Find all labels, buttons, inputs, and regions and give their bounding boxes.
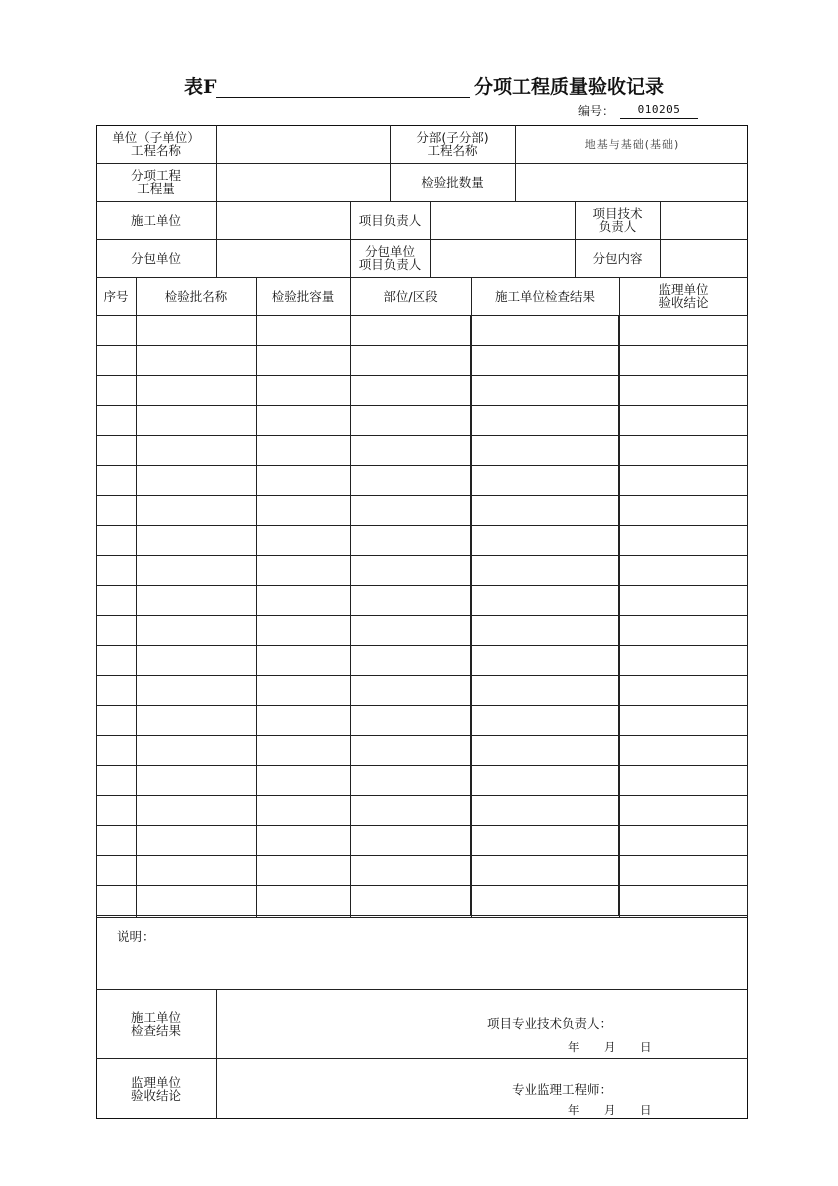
year-label: 年 <box>568 1103 580 1117</box>
location-cell[interactable] <box>350 436 471 466</box>
year-label: 年 <box>568 1040 580 1054</box>
batch-capacity-cell[interactable] <box>256 646 350 676</box>
batch-capacity-cell[interactable] <box>256 556 350 586</box>
contractor-result-cell[interactable] <box>471 886 619 916</box>
index-cell[interactable] <box>97 796 137 826</box>
table-row <box>97 706 748 736</box>
location-cell[interactable] <box>350 346 471 376</box>
batch-capacity-cell[interactable] <box>256 796 350 826</box>
batch-capacity-cell[interactable] <box>256 406 350 436</box>
contractor-result-cell[interactable] <box>471 346 619 376</box>
contractor-result-cell[interactable] <box>471 316 619 346</box>
batch-capacity-cell[interactable] <box>256 376 350 406</box>
batch-capacity-cell[interactable] <box>256 706 350 736</box>
table-row <box>97 466 748 496</box>
contractor-result-cell[interactable] <box>471 646 619 676</box>
supervisor-conclusion-cell[interactable] <box>619 496 748 526</box>
location-cell[interactable] <box>350 316 471 346</box>
index-cell[interactable] <box>97 766 137 796</box>
contractor-check-label: 施工单位 检查结果 <box>130 1009 181 1038</box>
batch-capacity-cell[interactable] <box>256 496 350 526</box>
contractor-result-cell[interactable] <box>471 436 619 466</box>
col-header-batch-name: 检验批名称 <box>164 288 228 304</box>
col-header-supervisor-conclusion: 监理单位 验收结论 <box>658 282 709 310</box>
location-cell[interactable] <box>350 586 471 616</box>
supervisor-conclusion-cell[interactable] <box>619 556 748 586</box>
project-name-blank[interactable] <box>216 97 470 98</box>
batch-name-cell[interactable] <box>136 706 256 736</box>
contractor-label: 施工单位 <box>130 212 181 228</box>
code-value[interactable]: 010205 <box>637 103 681 116</box>
supervisor-conclusion-cell[interactable] <box>619 316 748 346</box>
remarks-field[interactable] <box>150 920 745 988</box>
supervisor-conclusion-cell[interactable] <box>619 586 748 616</box>
batch-name-cell[interactable] <box>136 376 256 406</box>
index-cell[interactable] <box>97 376 137 406</box>
index-cell[interactable] <box>97 646 137 676</box>
table-row <box>97 316 748 346</box>
index-cell[interactable] <box>97 346 137 376</box>
location-cell[interactable] <box>350 646 471 676</box>
supervisor-conclusion-cell[interactable] <box>619 526 748 556</box>
batch-name-cell[interactable] <box>136 856 256 886</box>
index-cell[interactable] <box>97 736 137 766</box>
contractor-result-cell[interactable] <box>471 496 619 526</box>
sub-content-label: 分包内容 <box>592 250 643 266</box>
division-name-field[interactable]: 地基与基础(基础) <box>584 137 680 151</box>
supervisor-conclusion-cell[interactable] <box>619 346 748 376</box>
index-cell[interactable] <box>97 826 137 856</box>
page-title: 分项工程质量验收记录 <box>474 76 665 98</box>
supervisor-conclusion-cell[interactable] <box>619 406 748 436</box>
location-cell[interactable] <box>350 496 471 526</box>
location-cell[interactable] <box>350 406 471 436</box>
col-header-location: 部位/区段 <box>383 288 438 304</box>
batch-name-cell[interactable] <box>136 586 256 616</box>
contractor-result-cell[interactable] <box>471 676 619 706</box>
supervisor-conclusion-cell[interactable] <box>619 826 748 856</box>
location-cell[interactable] <box>350 706 471 736</box>
batch-count-field[interactable] <box>516 163 748 201</box>
month-label: 月 <box>604 1040 616 1054</box>
col-header-batch-capacity: 检验批容量 <box>271 288 335 304</box>
location-cell[interactable] <box>350 466 471 496</box>
batch-name-cell[interactable] <box>136 736 256 766</box>
index-cell[interactable] <box>97 316 137 346</box>
batch-capacity-cell[interactable] <box>256 676 350 706</box>
col-header-contractor-result: 施工单位检查结果 <box>494 288 595 304</box>
batch-capacity-cell[interactable] <box>256 826 350 856</box>
project-manager-label: 项目负责人 <box>358 212 422 228</box>
contractor-result-cell[interactable] <box>471 466 619 496</box>
location-cell[interactable] <box>350 556 471 586</box>
supervisor-conclusion-cell[interactable] <box>619 376 748 406</box>
sub-manager-field[interactable] <box>431 239 575 277</box>
batch-name-cell[interactable] <box>136 436 256 466</box>
table-row <box>97 586 748 616</box>
batch-count-label: 检验批数量 <box>421 174 484 190</box>
contractor-result-cell[interactable] <box>471 526 619 556</box>
contractor-result-cell[interactable] <box>471 736 619 766</box>
batch-capacity-cell[interactable] <box>256 886 350 916</box>
table-row <box>97 376 748 406</box>
division-name-label: 分部(子分部) 工程名称 <box>416 130 489 158</box>
table-row <box>97 676 748 706</box>
batch-name-cell[interactable] <box>136 826 256 856</box>
location-cell[interactable] <box>350 376 471 406</box>
location-cell[interactable] <box>350 676 471 706</box>
supervisor-conclusion-cell[interactable] <box>619 466 748 496</box>
contractor-result-cell[interactable] <box>471 556 619 586</box>
batch-capacity-cell[interactable] <box>256 766 350 796</box>
table-row <box>97 796 748 826</box>
batch-name-cell[interactable] <box>136 616 256 646</box>
location-cell[interactable] <box>350 736 471 766</box>
batch-name-cell[interactable] <box>136 316 256 346</box>
contractor-result-cell[interactable] <box>471 406 619 436</box>
location-cell[interactable] <box>350 796 471 826</box>
index-cell[interactable] <box>97 406 137 436</box>
col-header-index: 序号 <box>103 288 129 304</box>
index-cell[interactable] <box>97 586 137 616</box>
table-row <box>97 616 748 646</box>
contractor-result-cell[interactable] <box>471 856 619 886</box>
supervisor-conclusion-cell[interactable] <box>619 796 748 826</box>
day-label: 日 <box>640 1103 652 1117</box>
batch-capacity-cell[interactable] <box>256 346 350 376</box>
index-cell[interactable] <box>97 496 137 526</box>
contractor-check-date[interactable] <box>568 1039 652 1055</box>
table-row <box>97 496 748 526</box>
batch-name-cell[interactable] <box>136 766 256 796</box>
index-cell[interactable] <box>97 856 137 886</box>
batch-name-cell[interactable] <box>136 466 256 496</box>
batch-name-cell[interactable] <box>136 796 256 826</box>
sub-manager-label: 分包单位 项目负责人 <box>358 244 422 272</box>
supervisor-conclusion-cell[interactable] <box>619 886 748 916</box>
index-cell[interactable] <box>97 526 137 556</box>
table-row <box>97 556 748 586</box>
supervisor-conclusion-cell[interactable] <box>619 766 748 796</box>
location-cell[interactable] <box>350 616 471 646</box>
form-number-prefix: 表F <box>184 76 217 98</box>
tech-manager-label: 项目技术 负责人 <box>592 206 643 234</box>
table-row <box>97 646 748 676</box>
location-cell[interactable] <box>350 526 471 556</box>
batch-name-cell[interactable] <box>136 886 256 916</box>
unit-name-label: 单位（子单位） 工程名称 <box>112 130 200 158</box>
table-row <box>97 526 748 556</box>
contractor-signer-label: 项目专业技术负责人： <box>487 1016 613 1031</box>
code-label: 编号： <box>578 104 615 118</box>
subitem-quantity-field[interactable] <box>217 163 390 201</box>
table-row <box>97 766 748 796</box>
remarks-label: 说明： <box>117 929 155 944</box>
table-row <box>97 406 748 436</box>
batch-capacity-cell[interactable] <box>256 466 350 496</box>
day-label: 日 <box>640 1040 652 1054</box>
index-cell[interactable] <box>97 676 137 706</box>
supervisor-conclusion-cell[interactable] <box>619 436 748 466</box>
index-cell[interactable] <box>97 436 137 466</box>
unit-name-field[interactable] <box>217 125 390 163</box>
tech-manager-field[interactable] <box>661 201 748 239</box>
supervisor-conclusion-cell[interactable] <box>619 856 748 886</box>
contractor-result-cell[interactable] <box>471 376 619 406</box>
batch-name-cell[interactable] <box>136 646 256 676</box>
supervisor-check-label: 监理单位 验收结论 <box>130 1074 181 1103</box>
supervisor-conclusion-cell[interactable] <box>619 616 748 646</box>
supervisor-conclusion-cell[interactable] <box>619 736 748 766</box>
supervisor-conclusion-cell[interactable] <box>619 706 748 736</box>
table-row <box>97 736 748 766</box>
supervisor-conclusion-cell[interactable] <box>619 646 748 676</box>
supervisor-conclusion-cell[interactable] <box>619 676 748 706</box>
sub-content-field[interactable] <box>661 239 748 277</box>
contractor-result-cell[interactable] <box>471 616 619 646</box>
batch-capacity-cell[interactable] <box>256 616 350 646</box>
subitem-quantity-label: 分项工程 工程量 <box>130 168 181 196</box>
month-label: 月 <box>604 1103 616 1117</box>
batch-capacity-cell[interactable] <box>256 586 350 616</box>
contractor-result-cell[interactable] <box>471 766 619 796</box>
batch-capacity-cell[interactable] <box>256 436 350 466</box>
index-cell[interactable] <box>97 466 137 496</box>
subcontractor-label: 分包单位 <box>130 250 181 266</box>
table-row <box>97 436 748 466</box>
batch-name-cell[interactable] <box>136 556 256 586</box>
location-cell[interactable] <box>350 886 471 916</box>
batch-capacity-cell[interactable] <box>256 526 350 556</box>
batch-name-cell[interactable] <box>136 406 256 436</box>
index-cell[interactable] <box>97 886 137 916</box>
contractor-result-cell[interactable] <box>471 706 619 736</box>
contractor-field[interactable] <box>217 201 350 239</box>
table-row <box>97 856 748 886</box>
inspection-batch-table <box>96 315 748 916</box>
index-cell[interactable] <box>97 616 137 646</box>
table-row <box>97 886 748 916</box>
location-cell[interactable] <box>350 826 471 856</box>
table-row <box>97 346 748 376</box>
supervisor-check-date[interactable] <box>568 1102 652 1118</box>
batch-name-cell[interactable] <box>136 526 256 556</box>
index-cell[interactable] <box>97 706 137 736</box>
location-cell[interactable] <box>350 766 471 796</box>
contractor-result-cell[interactable] <box>471 826 619 856</box>
supervisor-signer-label: 专业监理工程师： <box>512 1082 613 1097</box>
batch-capacity-cell[interactable] <box>256 736 350 766</box>
subcontractor-field[interactable] <box>217 239 350 277</box>
code-underline <box>620 118 698 119</box>
batch-capacity-cell[interactable] <box>256 856 350 886</box>
table-row <box>97 826 748 856</box>
index-cell[interactable] <box>97 556 137 586</box>
batch-name-cell[interactable] <box>136 676 256 706</box>
contractor-result-cell[interactable] <box>471 796 619 826</box>
batch-capacity-cell[interactable] <box>256 316 350 346</box>
project-manager-field[interactable] <box>431 201 575 239</box>
contractor-result-cell[interactable] <box>471 586 619 616</box>
batch-name-cell[interactable] <box>136 496 256 526</box>
location-cell[interactable] <box>350 856 471 886</box>
batch-name-cell[interactable] <box>136 346 256 376</box>
